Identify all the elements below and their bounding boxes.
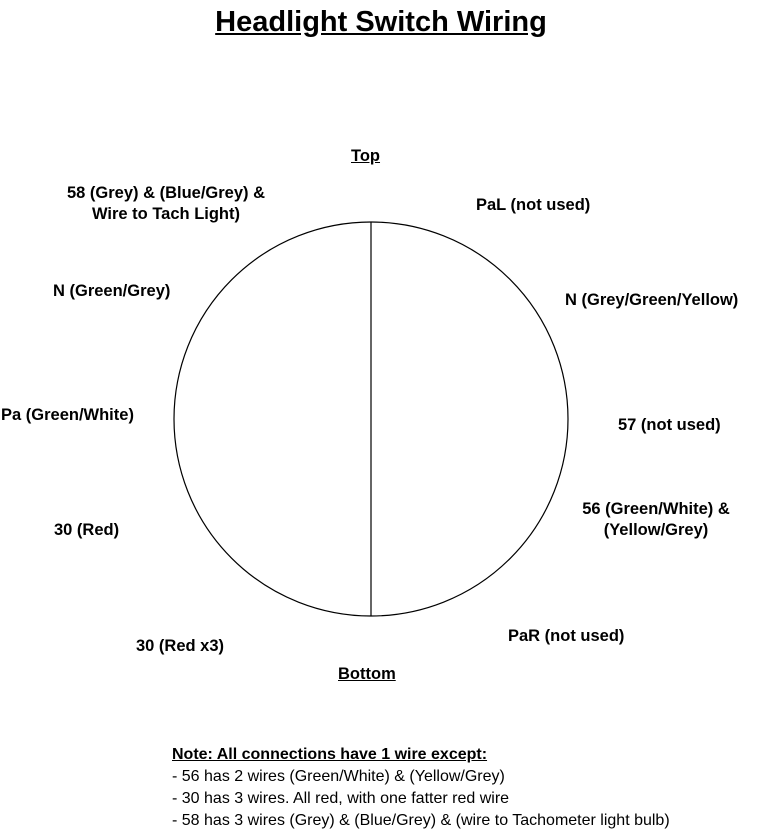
note-item-30: - 30 has 3 wires. All red, with one fatter red wire xyxy=(172,790,510,807)
label-n-right: N (Grey/Green/Yellow) xyxy=(565,291,739,309)
label-56-line2: (Yellow/Grey) xyxy=(603,521,709,539)
diagram-title: Headlight Switch Wiring xyxy=(215,6,547,38)
label-pa: Pa (Green/White) xyxy=(1,406,134,424)
label-58-line2: Wire to Tach Light) xyxy=(91,205,241,223)
note-item-58: - 58 has 3 wires (Grey) & (Blue/Grey) & (wire to Tachometer light bulb) xyxy=(172,812,670,829)
note-heading: Note: All connections have 1 wire except: xyxy=(172,746,488,763)
label-58 xyxy=(40,183,292,225)
label-57: 57 (not used) xyxy=(618,416,721,434)
label-30-x3: 30 (Red x3) xyxy=(136,637,225,655)
label-n-left: N (Green/Grey) xyxy=(53,282,171,300)
label-pal: PaL (not used) xyxy=(476,196,591,214)
label-56-line1: 56 (Green/White) & xyxy=(582,500,730,518)
label-56 xyxy=(556,499,756,541)
note-item-56: - 56 has 2 wires (Green/White) & (Yellow/Grey) xyxy=(172,768,505,785)
label-top: Top xyxy=(351,147,381,165)
label-30: 30 (Red) xyxy=(54,521,120,539)
wiring-note xyxy=(172,744,670,832)
label-bottom: Bottom xyxy=(338,665,396,683)
label-par: PaR (not used) xyxy=(508,627,625,645)
label-58-line1: 58 (Grey) & (Blue/Grey) & xyxy=(66,184,266,202)
